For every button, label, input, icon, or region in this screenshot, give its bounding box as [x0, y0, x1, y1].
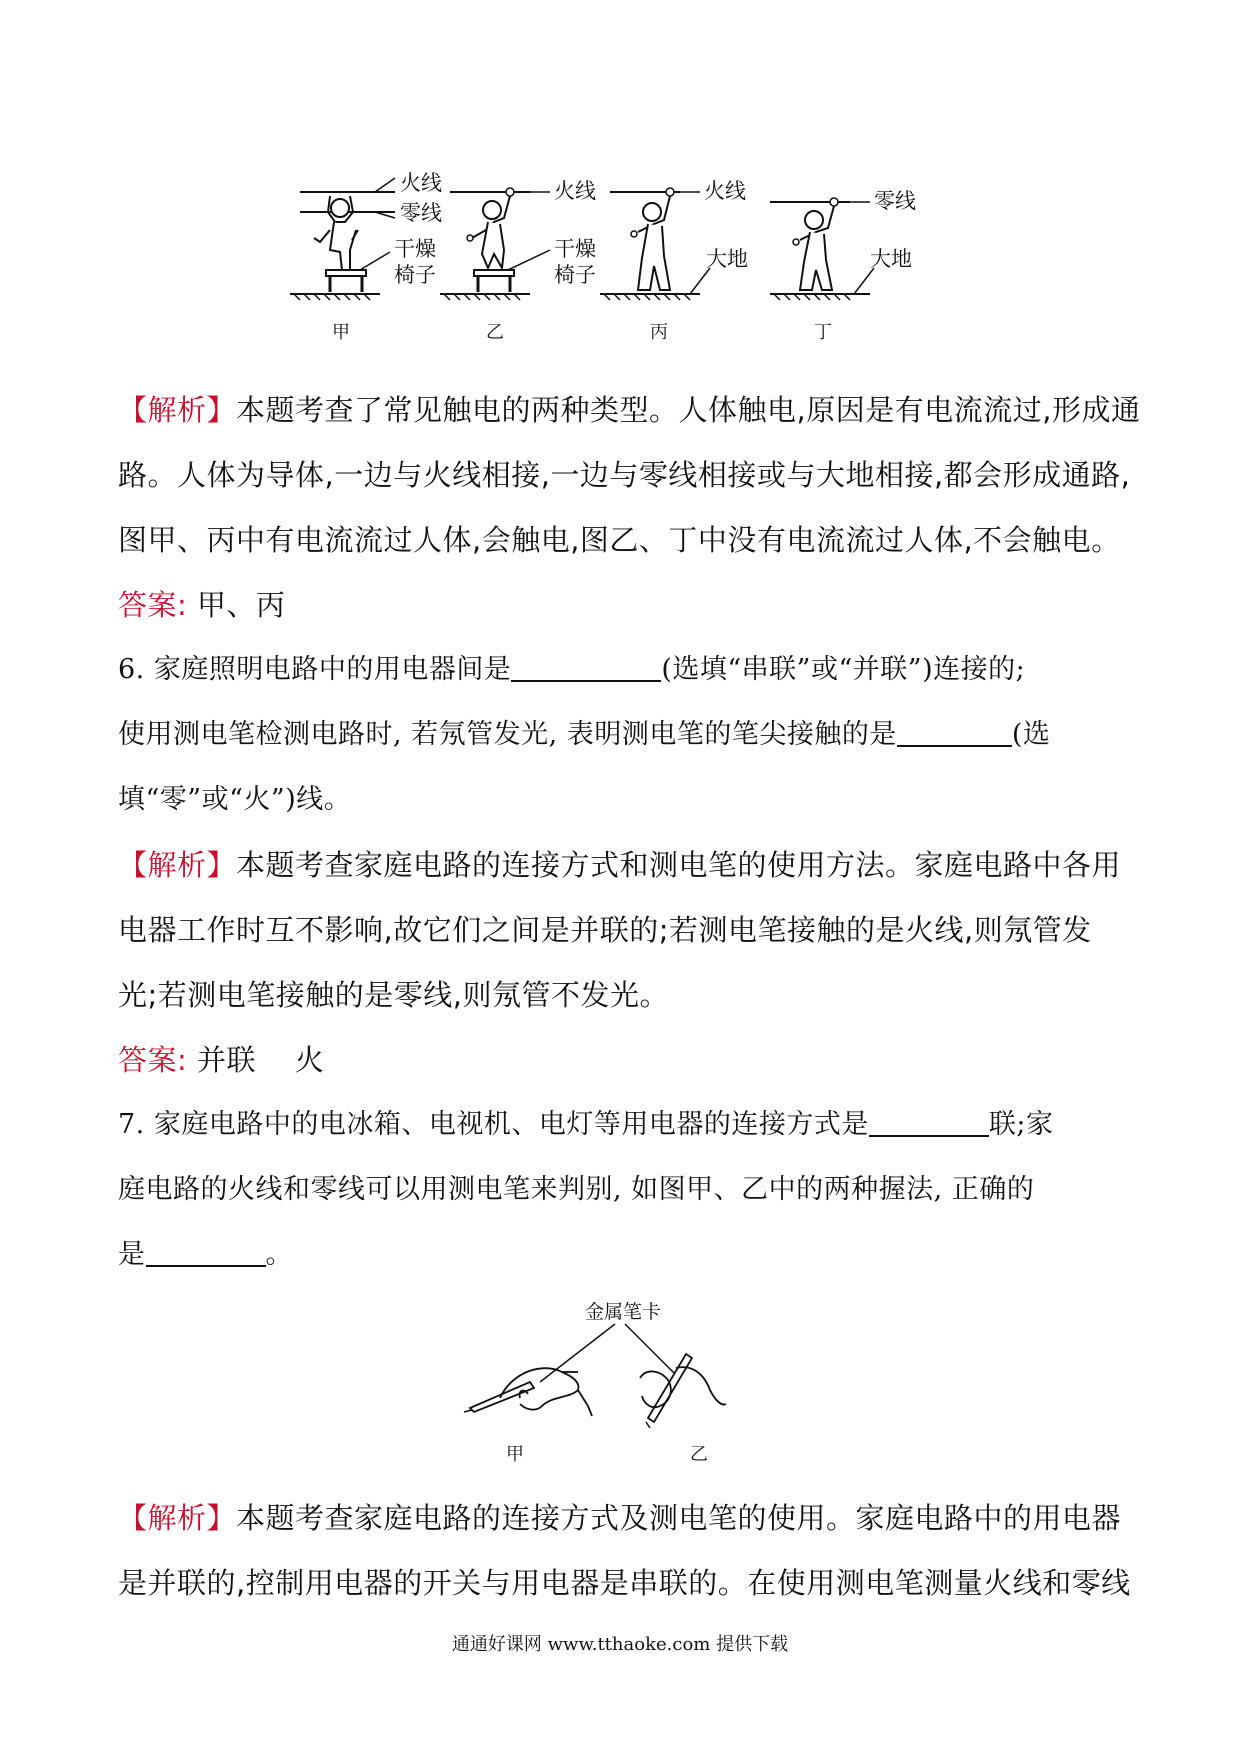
- figure-bing: [600, 179, 748, 343]
- neutral-wire-label: 零线: [400, 201, 442, 225]
- analysis6-line1: [118, 845, 1128, 885]
- live-wire-label: 火线: [554, 179, 596, 203]
- electric-shock-figure: [290, 170, 980, 350]
- answer-label: 答案:: [118, 588, 188, 622]
- q7-line2: 庭电路的火线和零线可以用测电笔来判别, 如图甲、乙中的两种握法, 正确的: [118, 1174, 1035, 1205]
- q6-text-d: (选: [1011, 719, 1051, 750]
- answer-text: 并联 火: [197, 1043, 325, 1077]
- caption-yi: 乙: [690, 1444, 708, 1465]
- q7-line3: [118, 1235, 1128, 1275]
- q6-line3: 填“零”或“火”)线。: [118, 784, 352, 815]
- analysis-text: 本题考查家庭电路的连接方式和测电笔的使用方法。家庭电路中各用: [236, 848, 1122, 882]
- analysis7-line1: [118, 1498, 1128, 1538]
- dry-chair-label-2: 椅子: [554, 263, 596, 287]
- analysis6-line3: 光;若测电笔接触的是零线,则氖管不发光。: [118, 978, 669, 1012]
- analysis6-line2: 电器工作时互不影响,故它们之间是并联的;若测电笔接触的是火线,则氖管发: [118, 913, 1092, 947]
- caption-bing: 丙: [650, 322, 668, 343]
- caption-yi: 乙: [486, 322, 504, 343]
- hand-jia: [464, 1368, 592, 1416]
- page-footer: 通通好课网 www.tthaoke.com 提供下载: [451, 1634, 789, 1655]
- answer-label: 答案:: [118, 1043, 188, 1077]
- caption-jia: 甲: [506, 1444, 524, 1465]
- q7-line1: [118, 1105, 1128, 1145]
- answer-blank[interactable]: [146, 1235, 266, 1267]
- caption-ding: 丁: [814, 322, 832, 343]
- q6-line2: [118, 715, 1128, 755]
- q7-text-b: 联;家: [988, 1109, 1054, 1140]
- analysis-tag: 【解析】: [118, 1501, 237, 1535]
- neutral-wire-label: 零线: [874, 189, 916, 213]
- analysis-text: 本题考查家庭电路的连接方式及测电笔的使用。家庭电路中的用电器: [236, 1501, 1122, 1535]
- figure-yi: [440, 179, 596, 343]
- q6-line1: [118, 650, 1128, 690]
- dry-chair-label-2: 椅子: [394, 263, 436, 287]
- q7-text-d: 。: [265, 1239, 293, 1270]
- figure-ding: [770, 189, 916, 343]
- answer5: [118, 585, 1128, 625]
- q7-text-c: 是: [118, 1239, 146, 1270]
- analysis5-line3: 图甲、丙中有电流流过人体,会触电,图乙、丁中没有电流流过人体,不会触电。: [118, 523, 1121, 557]
- analysis-tag: 【解析】: [118, 848, 237, 882]
- analysis-tag: 【解析】: [118, 393, 237, 427]
- q6-text-b: (选填“串联”或“并联”)连接的;: [661, 654, 1026, 685]
- dry-chair-label-1: 干燥: [554, 237, 596, 261]
- test-pen-figure: [460, 1298, 780, 1468]
- analysis7-line2: 是并联的,控制用电器的开关与用电器是串联的。在使用测电笔测量火线和零线: [118, 1566, 1131, 1600]
- analysis5-line2: 路。人体为导体,一边与火线相接,一边与零线相接或与大地相接,都会形成通路,: [118, 458, 1131, 492]
- caption-jia: 甲: [332, 322, 350, 343]
- answer-blank[interactable]: [869, 1105, 989, 1137]
- q6-text-a: 6. 家庭照明电路中的用电器间是: [118, 654, 512, 685]
- live-wire-label: 火线: [400, 171, 442, 195]
- dry-chair-label-1: 干燥: [394, 237, 436, 261]
- metal-clip-label: 金属笔卡: [585, 1301, 662, 1323]
- answer-text: 甲、丙: [197, 588, 286, 622]
- analysis-text: 本题考查了常见触电的两种类型。人体触电,原因是有电流流过,形成通: [236, 393, 1141, 427]
- figure-jia: [290, 171, 442, 343]
- answer6: [118, 1040, 1128, 1080]
- ground-label: 大地: [870, 247, 912, 271]
- answer-blank[interactable]: [897, 715, 1012, 747]
- live-wire-label: 火线: [704, 179, 746, 203]
- ground-label: 大地: [706, 247, 748, 271]
- hand-yi: [640, 1354, 726, 1428]
- answer-blank[interactable]: [511, 650, 661, 682]
- q7-text-a: 7. 家庭电路中的电冰箱、电视机、电灯等用电器的连接方式是: [118, 1109, 869, 1140]
- q6-text-c: 使用测电笔检测电路时, 若氖管发光, 表明测电笔的笔尖接触的是: [118, 719, 897, 750]
- analysis5-line1: [118, 390, 1141, 430]
